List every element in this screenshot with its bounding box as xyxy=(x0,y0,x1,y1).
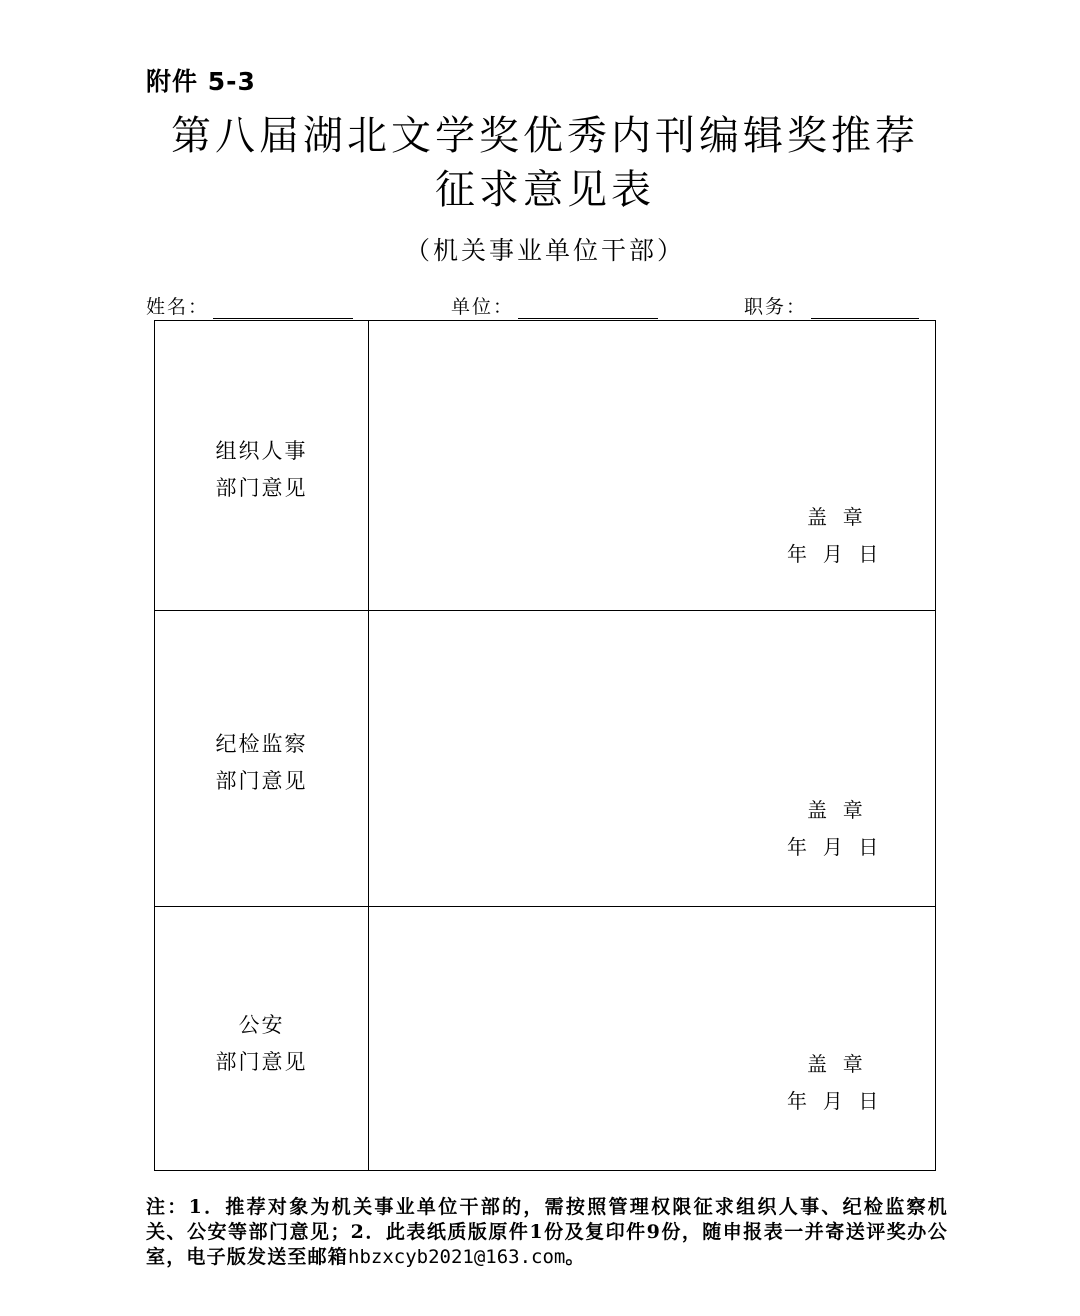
name-blank[interactable] xyxy=(213,298,353,319)
section-label xyxy=(155,907,369,1170)
position-blank[interactable] xyxy=(811,298,919,319)
section-label-line1: 组织人事 xyxy=(215,439,308,463)
position-label: 职务： xyxy=(744,296,808,318)
section-label xyxy=(155,321,369,610)
form-title-line2: 征求意见表 xyxy=(435,167,655,213)
unit-blank[interactable] xyxy=(518,298,658,319)
date-label: 年 月 日 xyxy=(787,542,880,566)
opinion-area[interactable] xyxy=(369,907,935,1170)
section-label xyxy=(155,611,369,906)
footnote-end: 。 xyxy=(565,1246,586,1268)
date-label: 年 月 日 xyxy=(787,835,880,859)
footnote xyxy=(146,1195,948,1270)
date-label: 年 月 日 xyxy=(787,1089,880,1113)
opinion-table xyxy=(154,320,936,1171)
name-label: 姓名： xyxy=(146,296,210,318)
name-field[interactable] xyxy=(146,292,353,319)
position-field[interactable] xyxy=(744,292,919,319)
unit-field[interactable] xyxy=(451,292,658,319)
footnote-email: hbzxcyb2021@163.com xyxy=(348,1246,566,1268)
section-row-police xyxy=(155,906,935,1170)
unit-label: 单位： xyxy=(451,296,515,318)
seal-label: 盖 章 xyxy=(807,798,864,822)
section-label-line2: 部门意见 xyxy=(215,476,308,500)
opinion-area[interactable] xyxy=(369,321,935,610)
seal-label: 盖 章 xyxy=(807,505,864,529)
attachment-label: 附件 5-3 xyxy=(146,67,256,96)
section-label-line1: 公安 xyxy=(238,1013,285,1037)
section-label-line2: 部门意见 xyxy=(215,1050,308,1074)
footnote-text: 注：1．推荐对象为机关事业单位干部的，需按照管理权限征求组织人事、纪检监察机关、公安等部门意见；2．此表纸质版原件1份及复印件9份，随申报表一并寄送评奖办公室，电子版发送至邮箱 xyxy=(146,1196,948,1268)
section-row-discipline xyxy=(155,610,935,906)
seal-label: 盖 章 xyxy=(807,1052,864,1076)
section-label-line2: 部门意见 xyxy=(215,769,308,793)
form-title-line1: 第八届湖北文学奖优秀内刊编辑奖推荐 xyxy=(171,113,919,159)
form-subtitle: （机关事业单位干部） xyxy=(404,236,685,265)
section-row-personnel xyxy=(155,321,935,610)
opinion-area[interactable] xyxy=(369,611,935,906)
section-label-line1: 纪检监察 xyxy=(215,732,308,756)
